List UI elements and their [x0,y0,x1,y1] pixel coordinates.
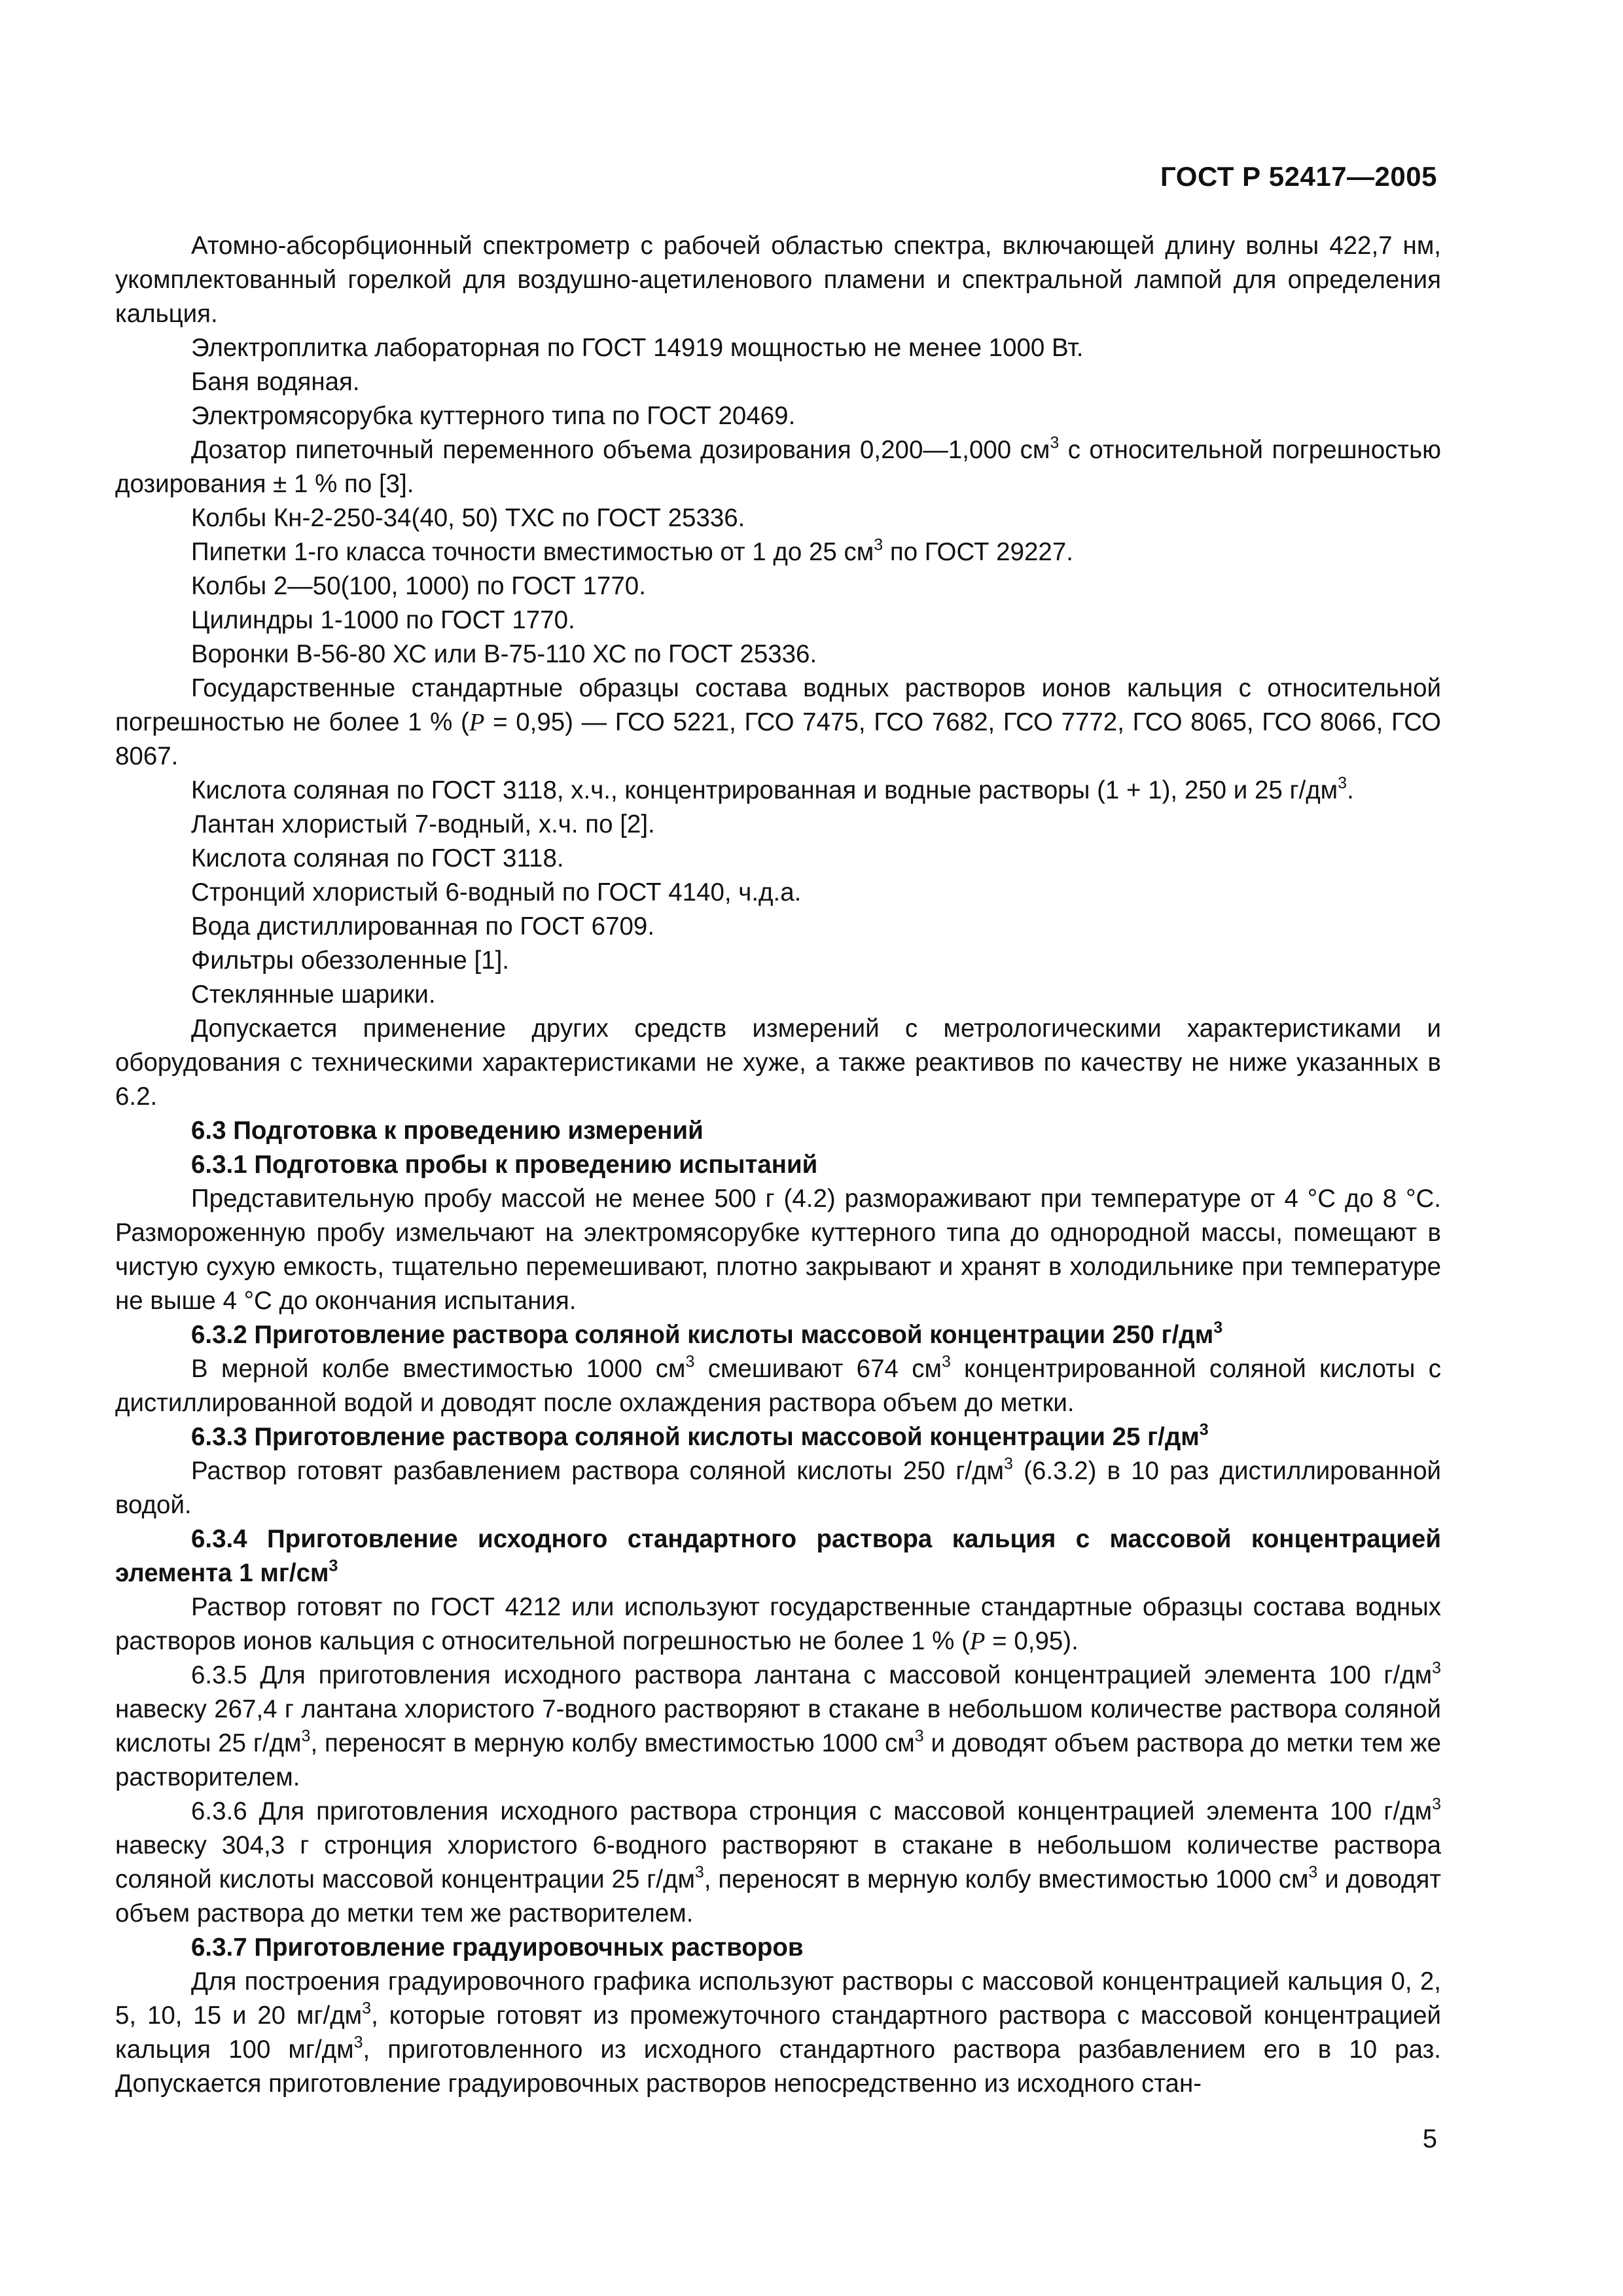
superscript: 3 [329,1556,338,1575]
superscript: 3 [1199,1420,1209,1439]
subsection-heading [115,1420,1441,1454]
text-run: навеску 267,4 г лантана хлористого 7-водного растворяют в стакане в небольшом количестве раствора соляной кислоты 25 г/дм [115,1695,1441,1757]
text-run: (6.3.2) в 10 раз дистиллированной водой. [115,1457,1441,1519]
superscript: 3 [941,1352,951,1371]
paragraph: Вода дистиллированная по ГОСТ 6709. [191,912,655,941]
superscript: 3 [1308,1863,1318,1882]
text-run: Раствор готовят по ГОСТ 4212 или используют государственные стандартные образцы состава водных растворов ионов кальция с относительной погрешностью не более 1 % ( [115,1593,1441,1655]
text-run: с относительной погрешностью дозирования ± 1 % по [3]. [115,436,1441,498]
paragraph [115,1590,1441,1659]
text-run: Для построения градуировочного графика используют растворы с массовой концентрацией кальция 0, 2, 5, 10, 15 и 20 мг/дм [115,1967,1441,2030]
paragraph [115,1454,1441,1522]
section-heading: 6.3 Подготовка к проведению измерений [191,1117,704,1145]
superscript: 3 [362,1999,372,2018]
text-run: , которые готовят из промежуточного стандартного раствора с массовой концентрацией кальция 100 мг/дм [115,2001,1442,2064]
paragraph: Лантан хлористый 7-водный, х.ч. по [2]. [191,810,655,838]
paragraph: Электроплитка лабораторная по ГОСТ 14919 мощностью не менее 1000 Вт. [191,334,1084,362]
text-run: Государственные стандартные образцы состава водных растворов ионов кальция с относительной погрешностью не более 1 % ( [115,674,1441,736]
paragraph [115,535,1441,569]
text-run: Кислота соляная по ГОСТ 3118, х.ч., концентрированная и водные растворы (1 + 1), 250 и 25 г/дм [191,776,1338,804]
paragraph [115,1965,1441,2101]
superscript: 3 [1050,433,1060,452]
text-run: , переносят в мерную колбу вместимостью 1000 см [704,1865,1309,1893]
paragraph: Колбы 2—50(100, 1000) по ГОСТ 1770. [191,572,646,600]
superscript: 3 [874,535,883,554]
superscript: 3 [1338,774,1347,793]
text-run: 6.3.4 Приготовление исходного стандартного раствора кальция с массовой концентрацией элемента 1 мг/см [115,1525,1441,1587]
subsection-heading: 6.3.7 Приготовление градуировочных растворов [191,1933,804,1962]
paragraph: Кислота соляная по ГОСТ 3118. [191,844,564,872]
paragraph: Электромясорубка куттерного типа по ГОСТ 20469. [191,402,796,430]
text-run: 6.3.3 Приготовление раствора соляной кислоты массовой концентрации 25 г/дм [191,1423,1200,1451]
superscript: 3 [301,1727,311,1746]
paragraph: Воронки В-56-80 ХС или В-75-110 ХС по ГОСТ 25336. [191,640,817,668]
text-run: концентрированной соляной кислоты с дистиллированной водой и доводят после охлаждения раствора объем до метки. [115,1355,1441,1417]
text-run: 6.3.6 Для приготовления исходного раствора стронция с массовой концентрацией элемента 100 г/дм [191,1797,1433,1825]
text-run: Дозатор пипеточный переменного объема дозирования 0,200—1,000 см [191,436,1050,464]
paragraph: Стеклянные шарики. [191,980,436,1009]
paragraph: Стронций хлористый 6-водный по ГОСТ 4140, ч.д.а. [191,878,802,906]
paragraph: Представительную пробу массой не менее 500 г (4.2) размораживают при температуре от 4 °С до 8 °С. Размороженную пробу измельчают на электромясорубке куттерного типа до однородной массы, помещают в чистую сухую емкость, тщательно перемешивают, плотно закрывают и хранят в холодильнике при температуре не выше 4 °С до окончания испытания. [115,1185,1441,1315]
superscript: 3 [353,2033,363,2052]
paragraph: Фильтры обеззоленные [1]. [191,946,509,975]
text-run: Раствор готовят разбавлением раствора соляной кислоты 250 г/дм [191,1457,1005,1485]
superscript: 3 [1432,1659,1441,1677]
probability-symbol: P [469,709,485,736]
text-run: = 0,95). [985,1627,1079,1655]
text-run: 6.3.5 Для приготовления исходного раствора лантана с массовой концентрацией элемента 100 г/дм [191,1661,1433,1689]
document-body [115,229,1441,2101]
text-run: Пипетки 1-го класса точности вместимостью от 1 до 25 см [191,538,874,566]
superscript: 3 [1432,1795,1441,1814]
text-run: навеску 304,3 г стронция хлористого 6-водного растворяют в стакане в небольшом количестве раствора соляной кислоты массовой концентрации 25 г/дм [115,1831,1441,1893]
paragraph: Колбы Кн-2-250-34(40, 50) ТХС по ГОСТ 25336. [191,504,745,532]
probability-symbol: P [969,1628,986,1655]
paragraph [115,774,1441,808]
text-run: по ГОСТ 29227. [883,538,1073,566]
text-run: 6.3.2 Приготовление раствора соляной кислоты массовой концентрации 250 г/дм [191,1321,1214,1349]
text-run: В мерной колбе вместимостью 1000 см [191,1355,686,1383]
page-number: 5 [1422,2125,1437,2153]
subsection-heading [115,1522,1441,1590]
paragraph [115,1659,1441,1795]
paragraph [115,433,1441,501]
text-run: смешивают 674 см [694,1355,942,1383]
text-run: , приготовленного из исходного стандартного раствора разбавлением его в 10 раз. Допускается приготовление градуировочных растворов непосредственно из исходного стан- [115,2036,1441,2098]
subsection-heading: 6.3.1 Подготовка пробы к проведению испытаний [191,1151,818,1179]
superscript: 3 [685,1352,695,1371]
text-run: , переносят в мерную колбу вместимостью 1000 см [310,1729,915,1757]
superscript: 3 [694,1863,704,1882]
superscript: 3 [1213,1318,1223,1337]
text-run: и доводят объем раствора до метки тем же растворителем. [115,1729,1441,1791]
paragraph [115,1795,1441,1931]
paragraph: Атомно-абсорбционный спектрометр с рабочей областью спектра, включающей длину волны 422,7 нм, укомплектованный горелкой для воздушно-ацетиленового пламени и спектральной лампой для определения кальция. [115,232,1441,328]
paragraph: Цилиндры 1-1000 по ГОСТ 1770. [191,606,575,634]
paragraph [115,672,1441,774]
paragraph: Баня водяная. [191,368,360,396]
subsection-heading [115,1318,1441,1352]
superscript: 3 [1004,1454,1013,1473]
standard-code-header: ГОСТ Р 52417—2005 [1160,161,1437,192]
text-run: . [1347,776,1354,804]
text-run: и доводят объем раствора до метки тем же растворителем. [115,1865,1442,1928]
paragraph [115,1352,1441,1420]
paragraph: Допускается применение других средств измерений с метрологическими характеристиками и оборудования с техническими характеристиками не хуже, а также реактивов по качеству не ниже указанных в 6.2. [115,1014,1441,1111]
text-run: = 0,95) — ГСО 5221, ГСО 7475, ГСО 7682, ГСО 7772, ГСО 8065, ГСО 8066, ГСО 8067. [115,708,1441,770]
superscript: 3 [914,1727,924,1746]
